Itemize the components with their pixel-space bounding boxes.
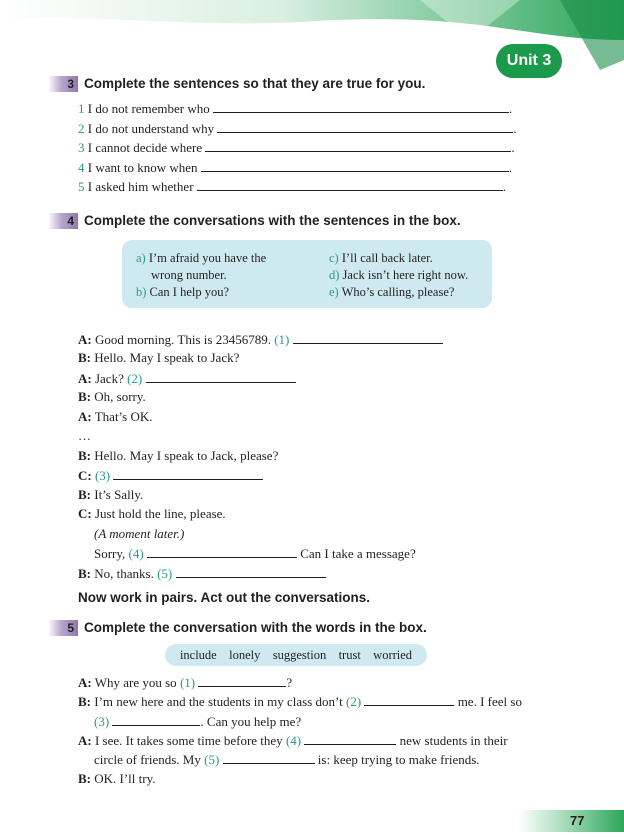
answer-blank[interactable]: [293, 331, 443, 344]
dialogue-line: B: No, thanks. (5): [78, 565, 326, 582]
dialogue-line: (3) . Can you help me?: [94, 714, 302, 729]
dialogue-line: Sorry, (4) Can I take a message?: [94, 546, 416, 561]
unit-badge: Unit 3: [496, 44, 562, 78]
answer-blank[interactable]: [205, 139, 511, 152]
answer-blank[interactable]: [217, 120, 513, 133]
dialogue-line: B: Oh, sorry.: [78, 389, 146, 404]
dialogue-line: B: Hello. May I speak to Jack?: [78, 350, 240, 365]
dialogue-line: A: That’s OK.: [78, 409, 153, 424]
answer-blank[interactable]: [198, 674, 286, 687]
page-number: 77: [570, 813, 585, 828]
answer-blank[interactable]: [213, 100, 509, 113]
period: .: [502, 179, 507, 194]
dialogue-line: C: (3): [78, 467, 263, 484]
box-option-e: e) Who’s calling, please?: [329, 285, 455, 299]
item-number: 3: [78, 140, 85, 155]
answer-blank[interactable]: [201, 159, 509, 172]
period: .: [509, 101, 513, 116]
box-option-c: c) I’ll call back later.: [329, 251, 433, 265]
box-option-a: a) I’m afraid you have the: [136, 251, 267, 265]
answer-blank[interactable]: [146, 370, 296, 383]
exercise-instruction: Complete the conversations with the sentences in the box.: [84, 213, 461, 228]
sentence-item: [78, 120, 517, 137]
item-text: I do not understand why: [87, 121, 215, 136]
exercise-instruction: Complete the sentences so that they are true for you.: [84, 76, 426, 91]
answer-blank[interactable]: [223, 751, 315, 764]
sentence-item: [78, 159, 512, 176]
box-option-d: d) Jack isn’t here right now.: [329, 268, 469, 282]
item-number: 4: [78, 160, 85, 175]
item-text: I do not remember who: [87, 101, 210, 116]
period: .: [511, 140, 515, 155]
dialogue-ellipsis: …: [78, 428, 91, 443]
dialogue-line: B: It’s Sally.: [78, 487, 144, 502]
item-text: I asked him whether: [87, 179, 194, 194]
period: .: [508, 160, 513, 175]
item-text: I cannot decide where: [87, 140, 203, 155]
answer-blank[interactable]: [147, 545, 297, 558]
dialogue-line: A: Why are you so (1) ?: [78, 675, 293, 690]
exercise-instruction: Complete the conversation with the words in the box.: [84, 620, 427, 635]
dialogue-line: B: Hello. May I speak to Jack, please?: [78, 448, 279, 463]
dialogue-line: C: Just hold the line, please.: [78, 506, 226, 521]
period: .: [513, 121, 517, 136]
sentence-item: [78, 100, 512, 117]
exercise-number: 3: [48, 76, 78, 92]
word-box: include lonely suggestion trust worried: [165, 644, 427, 666]
sentence-item: [78, 139, 515, 156]
answer-blank[interactable]: [113, 467, 263, 480]
answer-blank[interactable]: [197, 178, 503, 191]
dialogue-line: A: Good morning. This is 23456789. (1): [78, 331, 443, 348]
answer-blank[interactable]: [112, 713, 200, 726]
answer-blank[interactable]: [176, 565, 326, 578]
dialogue-line: B: OK. I’ll try.: [78, 771, 156, 786]
dialogue-line: circle of friends. My (5) is: keep trying to make friends.: [94, 752, 480, 767]
stage-direction: (A moment later.): [94, 526, 185, 541]
item-number: 1: [78, 101, 85, 116]
exercise-3-heading: [48, 76, 425, 92]
item-number: 5: [78, 179, 85, 194]
dialogue-line: A: I see. It takes some time before they (4) new students in their: [78, 733, 508, 748]
item-text: I want to know when: [87, 160, 198, 175]
dialogue-line: A: Jack? (2): [78, 370, 296, 387]
exercise-5-heading: [48, 620, 427, 636]
sentence-item: [78, 178, 506, 195]
exercise-4-heading: [48, 213, 461, 229]
answer-blank[interactable]: [364, 693, 454, 706]
box-option-a-cont: wrong number.: [151, 268, 227, 282]
answer-blank[interactable]: [304, 732, 396, 745]
item-number: 2: [78, 121, 85, 136]
dialogue-line: B: I’m new here and the students in my class don’t (2) me. I feel so: [78, 694, 522, 709]
exercise-number: 4: [48, 213, 78, 229]
box-option-b: b) Can I help you?: [136, 285, 230, 299]
pairs-instruction: Now work in pairs. Act out the conversations.: [78, 590, 371, 605]
exercise-number: 5: [48, 620, 78, 636]
